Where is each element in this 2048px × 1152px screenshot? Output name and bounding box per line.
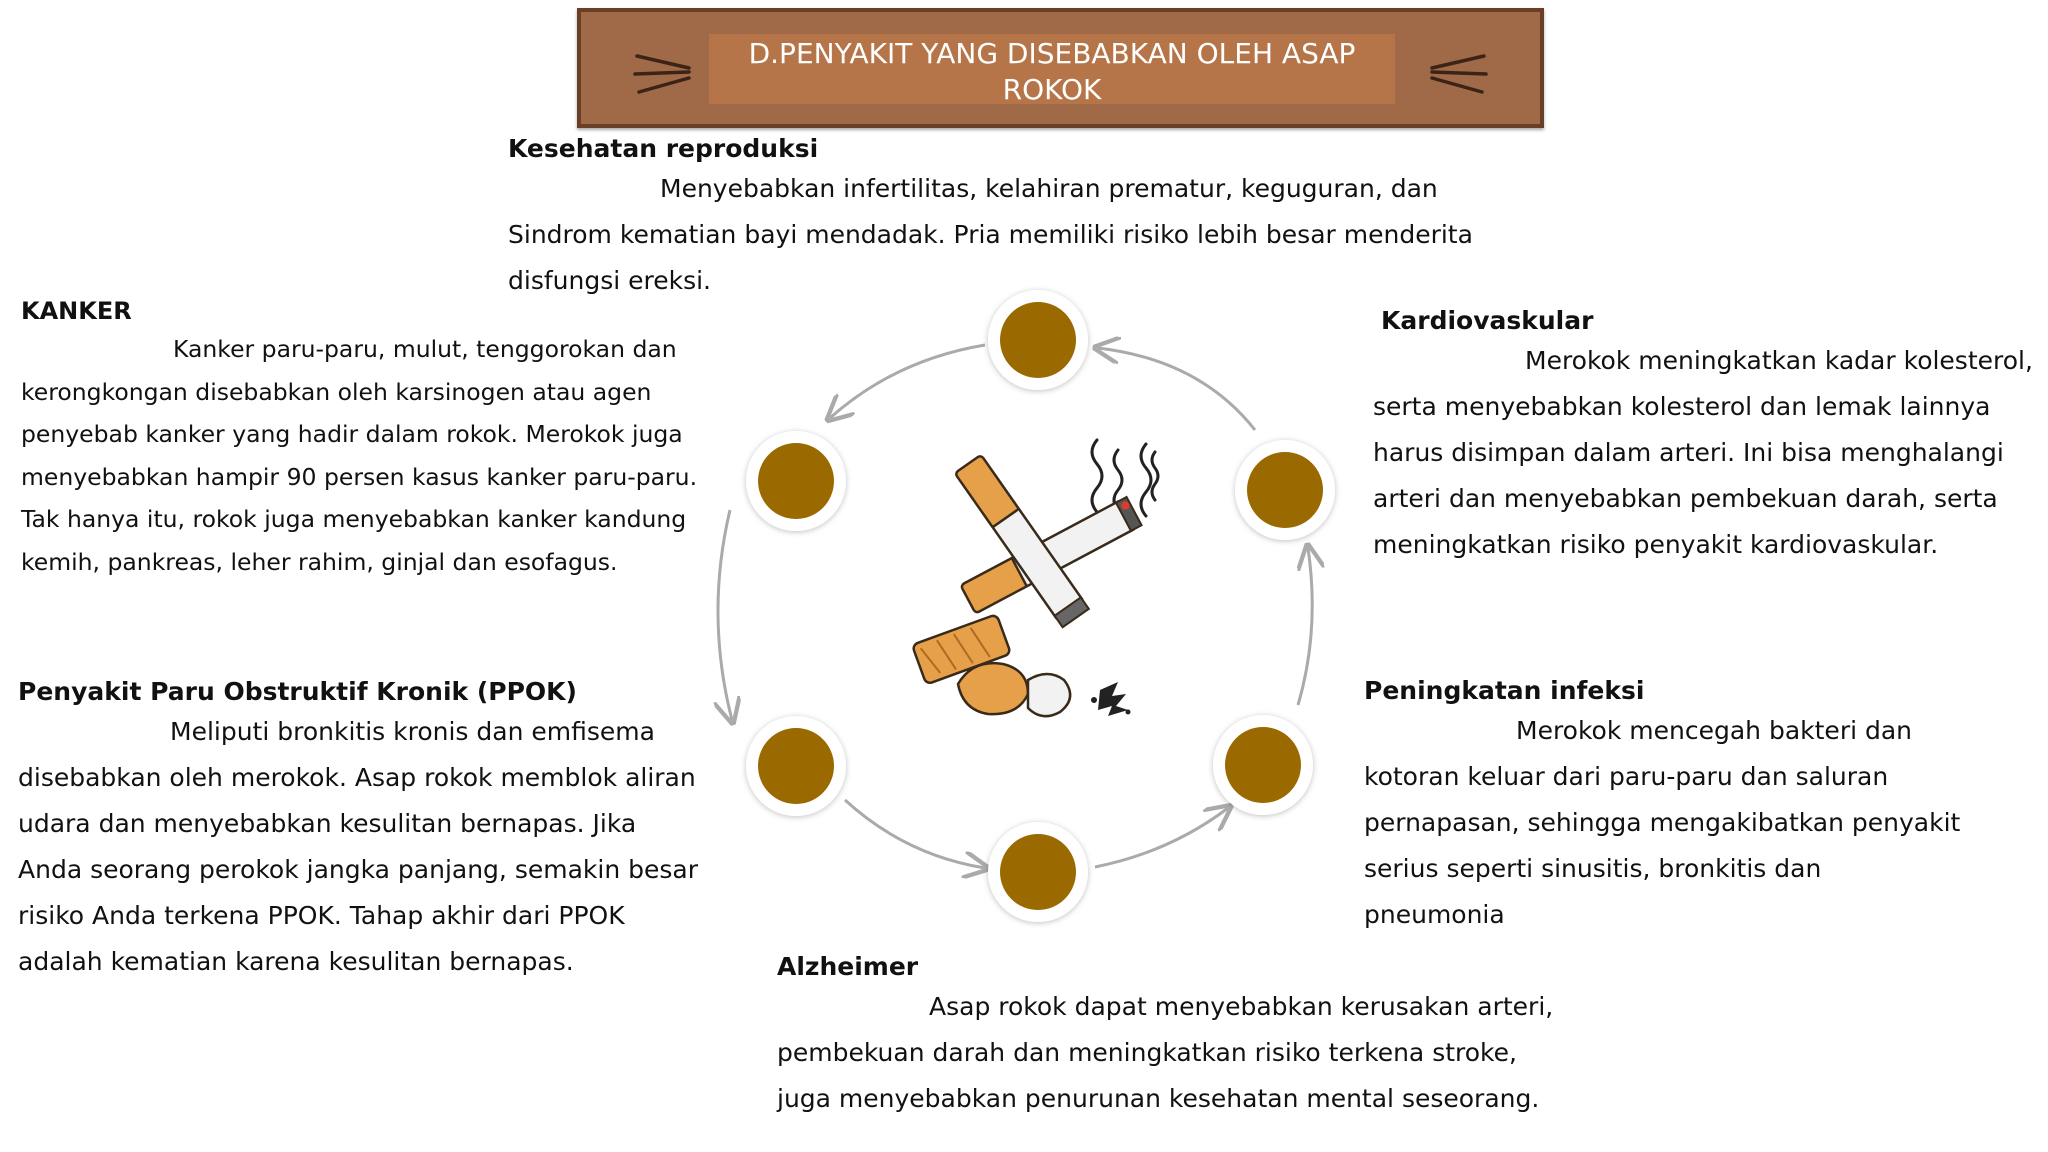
- section-title: Peningkatan infeksi: [1364, 676, 1645, 705]
- section-title: KANKER: [21, 297, 132, 325]
- no-smoking-cigarettes-icon: [912, 440, 1158, 716]
- cycle-node: [988, 822, 1088, 922]
- section-text: Asap rokok dapat menyebabkan kerusakan arteri, pembekuan darah dan meningkatkan risiko terkena stroke, juga menyebabkan penurunan kesehatan mental seseorang.: [777, 992, 1554, 1113]
- section-text: Menyebabkan infertilitas, kelahiran prematur, keguguran, dan Sindrom kematian bayi mendadak. Pria memiliki risiko lebih besar menderita disfungsi ereksi.: [508, 174, 1473, 295]
- cycle-node: [1235, 440, 1335, 540]
- section-title: Alzheimer: [777, 952, 919, 981]
- cycle-arrow: [830, 345, 985, 418]
- section-title: Kesehatan reproduksi: [508, 134, 819, 163]
- cycle-arrow: [1098, 348, 1255, 430]
- cycle-node: [1213, 715, 1313, 815]
- section-text: Merokok meningkatkan kadar kolesterol, serta menyebabkan kolesterol dan lemak lainnya harus disimpan dalam arteri. Ini bisa menghalangi arteri dan menyebabkan pembekuan darah, serta meningkatkan risiko penyakit kardiovaskular.: [1373, 346, 2033, 559]
- cycle-arrow: [1298, 548, 1312, 705]
- cycle-node: [746, 431, 846, 531]
- section-text: Meliputi bronkitis kronis dan emfisema disebabkan oleh merokok. Asap rokok memblok aliran udara dan menyebabkan kesulitan bernapas. Jika Anda seorang perokok jangka panjang, semakin besar risiko Anda terkena PPOK. Tahap akhir dari PPOK adalah kematian karena kesulitan bernapas.: [18, 717, 698, 976]
- cycle-arrow: [1095, 808, 1228, 867]
- section-text: Merokok mencegah bakteri dan kotoran keluar dari paru-paru dan saluran pernapasan, sehingga mengakibatkan penyakit serius seperti sinusitis, bronkitis dan pneumonia: [1364, 716, 1961, 929]
- page-title: D.PENYAKIT YANG DISEBABKAN OLEH ASAP ROKOK: [748, 37, 1356, 106]
- section-title: Kardiovaskular: [1381, 306, 1594, 335]
- section-text: Kanker paru-paru, mulut, tenggorokan dan kerongkongan disebabkan oleh karsinogen atau agen penyebab kanker yang hadir dalam rokok. Merokok juga menyebabkan hampir 90 persen kasus kanker paru-paru. Tak hanya itu, rokok juga menyebabkan kanker kandung kemih, pankreas, leher rahim, ginjal dan esofagus.: [21, 335, 698, 576]
- cycle-arrow: [845, 800, 985, 868]
- section-title: Penyakit Paru Obstruktif Kronik (PPOK): [18, 677, 577, 706]
- cycle-arrow: [718, 510, 732, 720]
- cycle-node: [988, 290, 1088, 390]
- cycle-node: [746, 716, 846, 816]
